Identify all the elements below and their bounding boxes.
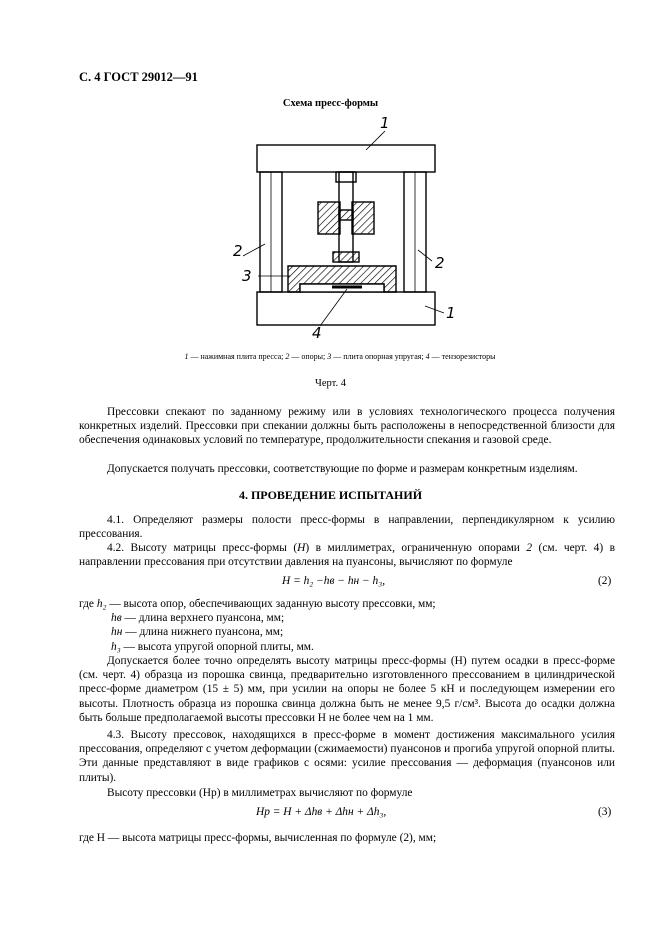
label-1-top: 1 xyxy=(380,114,390,132)
item-4-3: 4.3. Высоту прессовок, находящихся в пресс-форме в момент достижения максимального усилия прессования, определяют с учетом деформации (сжимаемости) пуансонов и прогиба упругой опорной плиты. Эти данные представляют в виде графиков с осями: усилие прессования — деформация (пуансонов или плиты). xyxy=(79,729,615,784)
paragraph-allowed: Допускается получать прессовки, соответствующие по форме и размерам конкретным изделиям. xyxy=(107,463,578,475)
formula-2: H = h₂ −hв − hн − h₃, xyxy=(282,575,386,587)
figure-caption: 1 — нажимная плита пресса; 2 — опоры; 3 — плита опорная упругая; 4 — тензорезисторы xyxy=(184,352,496,361)
press-form-diagram xyxy=(0,0,661,360)
paragraph-sintering: Прессовки спекают по заданному режиму или в условиях технологического процесса получения конкретных изделий. Прессовки при спекании должны быть расположены в непосредственной близости для обеспечения одинаковых условий по температуре, продолжительности спекания и газовой среде. xyxy=(79,406,615,447)
formula-3-number: (3) xyxy=(598,806,612,818)
label-2-left: 2 xyxy=(233,242,243,260)
top-plate xyxy=(257,145,435,172)
section-title: 4. ПРОВЕДЕНИЕ ИСПЫТАНИЙ xyxy=(238,488,423,502)
paragraph-where-h: где H — высота матрицы пресс-формы, вычисленная по формуле (2), мм; xyxy=(79,832,437,844)
definitions-list: где h₂ — высота опор, обеспечивающих заданную высоту прессовки, мм; hв — длина верхнего пуансона, мм; hн — длина нижнего пуансона, мм; h₃ — высота упругой опорной плиты, мм. xyxy=(79,598,436,653)
paragraph-lead-sample: Допускается более точно определять высоту матрицы пресс-формы (H) путем осадки в пресс-форме (см. черт. 4) образца из порошка свинца, предварительно изготовленного прессованием в цилиндрической пресс-форме диаметром (15 ± 5) мм, при усилии на опоры не более 5 кН и последующем измерении его высоты. Плотность образца из порошка свинца должна быть не менее 9,5 г/см³. Высота до осадки должна быть больше предполагаемой высоты прессовки H не более чем на 1 мм. xyxy=(79,655,615,724)
figure-number: Черт. 4 xyxy=(315,378,346,389)
page-header: С. 4 ГОСТ 29012—91 xyxy=(79,70,198,84)
matrix-right xyxy=(352,202,374,234)
matrix-left xyxy=(318,202,340,234)
item-4-1: 4.1. Определяют размеры полости пресс-формы в направлении, перпендикулярном к усилию прессования. xyxy=(79,514,615,541)
label-4: 4 xyxy=(312,324,322,342)
formula-2-number: (2) xyxy=(598,575,612,587)
bottom-plate xyxy=(257,292,435,325)
paragraph-hp: Высоту прессовки (Hр) в миллиметрах вычисляют по формуле xyxy=(107,787,413,799)
label-3: 3 xyxy=(242,267,252,285)
item-4-2: 4.2. Высоту матрицы пресс-формы (H) в миллиметрах, ограниченную опорами 2 (см. черт. 4) в направлении прессования при отсутствии давления на пуансоны, вычисляют по формуле xyxy=(79,542,615,569)
formula-3: Hр = H + Δhв + Δhн + Δh₃, xyxy=(256,806,387,818)
figure-title: Схема пресс-формы xyxy=(282,98,379,109)
label-1-bottom: 1 xyxy=(446,304,456,322)
label-2-right: 2 xyxy=(435,254,445,272)
